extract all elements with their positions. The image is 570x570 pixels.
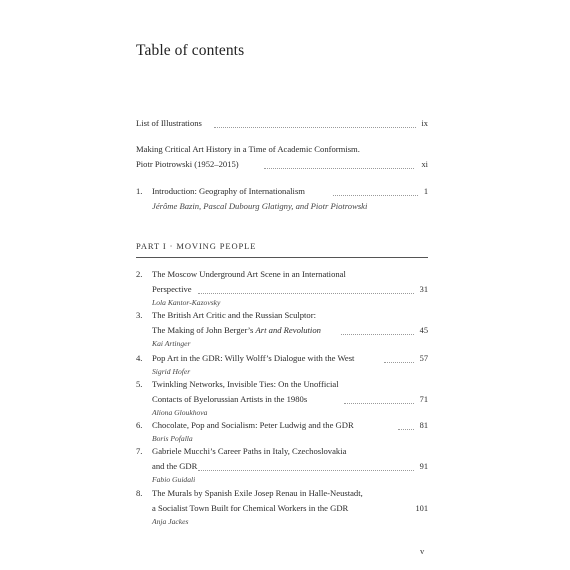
part-heading: PART I · MOVING PEOPLE (136, 241, 257, 251)
entry-author: Aliona Gloukhova (152, 408, 208, 417)
entry-author: Fabio Guidali (152, 475, 196, 484)
dot-leader (398, 429, 414, 430)
dot-leader (214, 127, 416, 128)
entry-number: 6. (136, 420, 143, 430)
toc-entry-1[interactable] (136, 184, 428, 214)
entry-author: Jérôme Bazin, Pascal Dubourg Glatigny, and Piotr Piotrowski (152, 201, 368, 211)
dot-leader (384, 362, 414, 363)
entry-title: Pop Art in the GDR: Willy Wolff’s Dialogue with the West (152, 353, 355, 363)
entry-number: 4. (136, 353, 143, 363)
entry-number: 2. (136, 269, 143, 279)
page-number: 71 (419, 395, 428, 404)
entry-title-line-2: Perspective (152, 284, 192, 294)
entry-title: Introduction: Geography of Internationalism (152, 186, 305, 196)
entry-title-line-2: a Socialist Town Built for Chemical Workers in the GDR (152, 503, 349, 513)
entry-number: 7. (136, 446, 143, 456)
page-number: 57 (419, 354, 428, 363)
page-title: Table of contents (136, 42, 245, 59)
book-title: Art and Revolution (255, 325, 321, 335)
page-number: ix (421, 119, 428, 128)
page-number: 81 (419, 421, 428, 430)
entry-title-line-1: The Murals by Spanish Exile Josep Renau in Halle-Neustadt, (152, 488, 363, 498)
entry-title-line-1: The Moscow Underground Art Scene in an International (152, 269, 346, 279)
dot-leader (198, 470, 414, 471)
entry-number: 3. (136, 310, 143, 320)
page-number: 31 (419, 285, 428, 294)
entry-title-line-2: Piotr Piotrowski (1952–2015) (136, 159, 239, 169)
entry-title-line-1: The British Art Critic and the Russian Sculptor: (152, 310, 316, 320)
toc-entry-3[interactable] (136, 308, 428, 350)
entry-number: 1. (136, 186, 143, 196)
dot-leader (344, 403, 414, 404)
toc-entry-6[interactable] (136, 418, 428, 445)
part-divider (136, 257, 428, 258)
entry-author: Boris Pofalla (152, 434, 193, 443)
toc-entry-8[interactable] (136, 486, 428, 528)
dot-leader (264, 168, 414, 169)
entry-number: 5. (136, 379, 143, 389)
page-number: xi (421, 160, 428, 169)
dot-leader (333, 195, 418, 196)
toc-entry-7[interactable] (136, 444, 428, 486)
page-number: 45 (419, 326, 428, 335)
toc-entry-list-of-illustrations[interactable] (136, 116, 428, 131)
dot-leader (198, 293, 414, 294)
entry-author: Kai Artinger (152, 339, 191, 348)
entry-title-line-1: Twinkling Networks, Invisible Ties: On the Unofficial (152, 379, 339, 389)
page-number: 101 (415, 504, 428, 513)
entry-title-line-2: and the GDR (152, 461, 198, 471)
entry-title-line-1: Gabriele Mucchi’s Career Paths in Italy, Czechoslovakia (152, 446, 347, 456)
toc-entry-4[interactable] (136, 351, 428, 378)
toc-entry-2[interactable] (136, 267, 428, 309)
entry-title: Chocolate, Pop and Socialism: Peter Ludwig and the GDR (152, 420, 354, 430)
toc-entry-5[interactable] (136, 377, 428, 419)
page-folio: v (420, 546, 425, 556)
toc-entry-critical-art-history[interactable] (136, 142, 428, 172)
dot-leader (341, 334, 414, 335)
entry-author: Lola Kantor-Kazovsky (152, 298, 221, 307)
entry-number: 8. (136, 488, 143, 498)
entry-title-line-1: Making Critical Art History in a Time of Academic Conformism. (136, 144, 360, 154)
entry-author: Sigrid Hofer (152, 367, 191, 376)
entry-title-line-2: The Making of John Berger’s Art and Revolution (152, 325, 321, 335)
page-number: 91 (419, 462, 428, 471)
entry-title-line-2: Contacts of Byelorussian Artists in the 1980s (152, 394, 308, 404)
page-number: 1 (423, 187, 428, 196)
entry-author: Anja Jackes (152, 517, 189, 526)
entry-title: List of Illustrations (136, 118, 202, 128)
